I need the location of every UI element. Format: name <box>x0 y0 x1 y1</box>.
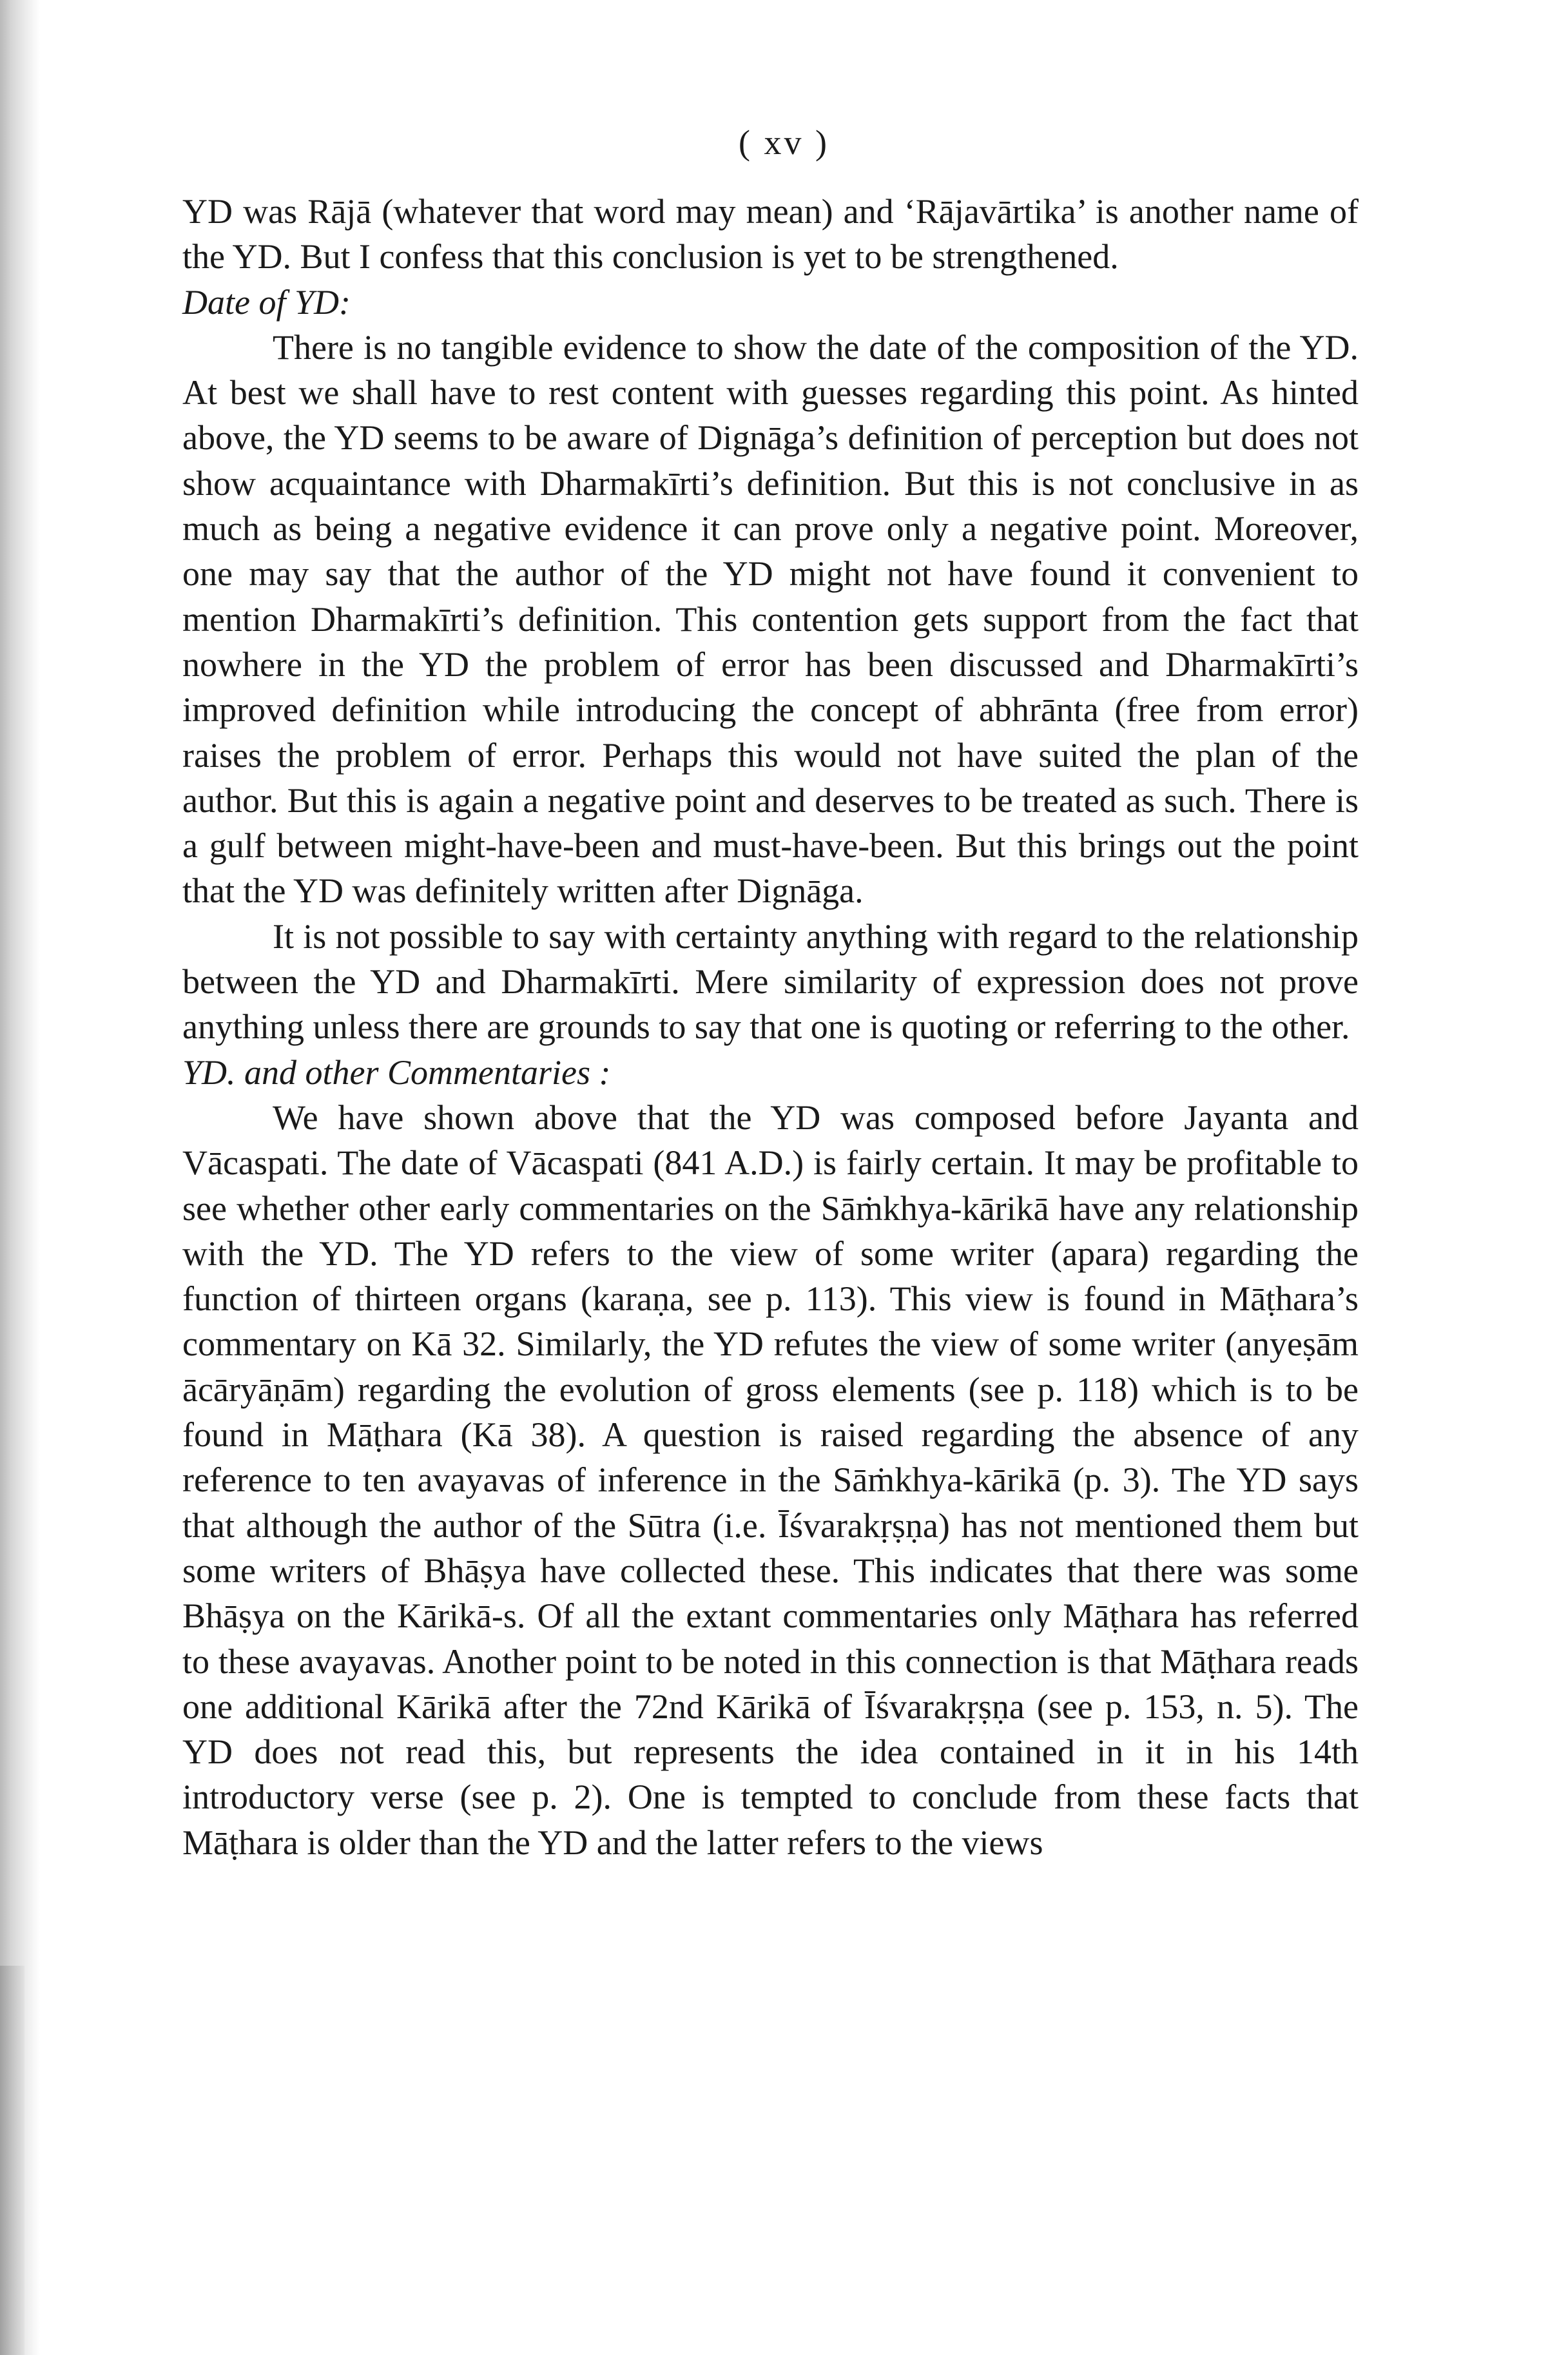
section-heading-commentaries: YD. and other Commentaries : <box>182 1052 611 1092</box>
page-body <box>182 189 1359 1865</box>
paragraph-date-evidence: There is no tangible evidence to show the date of the composition of the YD. At best we shall have to rest content with guesses regarding this point. As hinted above, the YD seems to be aware of Dignāga’s definition of perception but does not show acquaintance with Dharmakīrti’s definition. But this is not conclusive in as much as being a negative evidence it can prove only a negative point. Moreover, one may say that the author of the YD might not have found it convenient to mention Dharmakīrti’s definition. This contention gets support from the fact that nowhere in the YD the problem of error has been discussed and Dharmakīrti’s improved definition while introducing the concept of abhrānta (free from error) raises the problem of error. Perhaps this would not have suited the plan of the author. But this is again a negative point and deserves to be treated as such. There is a gulf between might-have-been and must-have-been. But this brings out the point that the YD was definitely written after Dignāga. <box>182 327 1359 911</box>
paragraph-other-commentaries: We have shown above that the YD was composed before Jayanta and Vācaspati. The date of Vācaspati (841 A.D.) is fairly certain. It may be profitable to see whether other early commentaries on the Sāṁkhya-kārikā have any relationship with the YD. The YD refers to the view of some writer (apara) regarding the function of thirteen organs (karaṇa, see p. 113). This view is found in Māṭhara’s commentary on Kā 32. Similarly, the YD refutes the view of some writer (anyeṣām ācāryāṇām) regarding the evolution of gross elements (see p. 118) which is to be found in Māṭhara (Kā 38). A question is raised regarding the absence of any reference to ten avayavas of inference in the Sāṁkhya-kārikā (p. 3). The YD says that although the author of the Sūtra (i.e. Īśvarakṛṣṇa) has not mentioned them but some writers of Bhāṣya have collected these. This indicates that there was some Bhāṣya on the Kārikā-s. Of all the extant commentaries only Māṭhara has referred to these avayavas. Another point to be noted in this connection is that Māṭhara reads one additional Kārikā after the 72nd Kārikā of Īśvarakṛṣṇa (see p. 153, n. 5). The YD does not read this, but represents the idea contained in it in his 14th introductory verse (see p. 2). One is tempted to conclude from these facts that Māṭhara is older than the YD and the latter refers to the views <box>182 1098 1359 1862</box>
page-number: ( xv ) <box>739 123 829 162</box>
paragraph-dharmakirti: It is not possible to say with certainty anything with regard to the relationship between the YD and Dharmakīrti. Mere similarity of expression does not prove anything unless there are grounds to say that one is quoting or referring to the other. <box>182 916 1359 1047</box>
section-heading-date: Date of YD: <box>182 282 351 322</box>
paragraph-rajavartika: YD was Rājā (whatever that word may mean) and ‘Rājavārtika’ is another name of the YD. But I confess that this conclusion is yet to be strengthened. <box>182 192 1359 276</box>
page-binding-shadow <box>0 1966 24 2355</box>
